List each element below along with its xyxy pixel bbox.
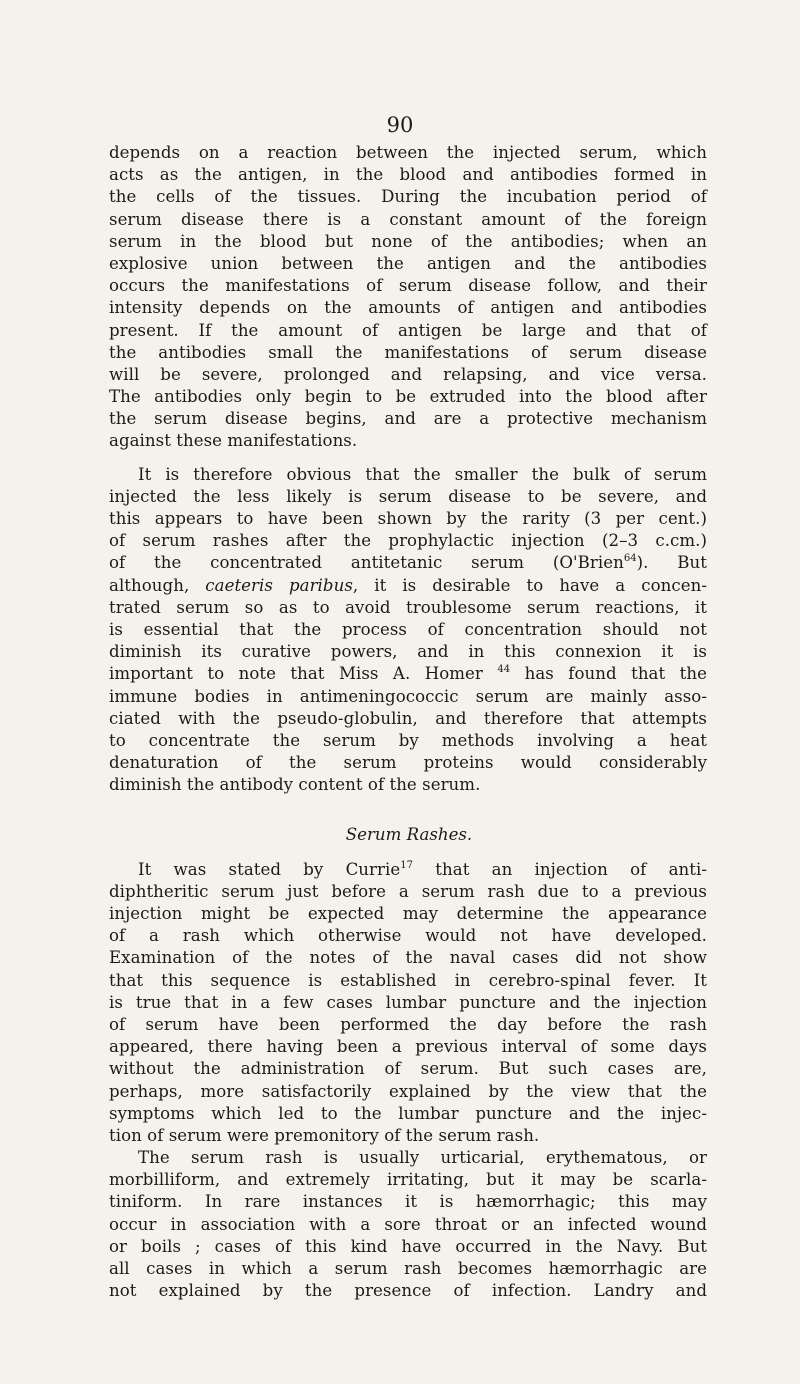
text-fragment: has found that the xyxy=(510,664,707,684)
text-line: diphtheritic serum just before a serum rash due to a previous xyxy=(109,881,707,901)
text-line: all cases in which a serum rash becomes hæmorrhagic are xyxy=(109,1259,707,1278)
text-line: or boils ; cases of this kind have occurred in the Navy. But xyxy=(109,1236,707,1256)
latin-phrase: caeteris paribus xyxy=(205,575,353,595)
text-fragment: ). But xyxy=(636,553,707,573)
text-line: trated serum so as to avoid troublesome serum reactions, it xyxy=(109,597,707,617)
text-line xyxy=(109,552,707,574)
text-line xyxy=(109,859,707,881)
text-line: this appears to have been shown by the rarity (3 per cent.) xyxy=(109,509,707,528)
page-number: 90 xyxy=(386,113,414,137)
text-line: It is therefore obvious that the smaller the bulk of serum xyxy=(138,464,707,484)
text-fragment: important to note that Miss A. Homer xyxy=(109,664,483,684)
text-line: intensity depends on the amounts of antigen and antibodies xyxy=(109,298,707,318)
text-line: denaturation of the serum proteins would considerably xyxy=(109,753,707,773)
text-line: the antibodies small the manifestations of serum disease xyxy=(109,342,707,362)
text-line: morbilliform, and extremely irritating, but it may be scarla- xyxy=(109,1170,707,1190)
text-line: acts as the antigen, in the blood and antibodies formed in xyxy=(109,165,707,185)
paragraph-2 xyxy=(109,464,707,797)
text-line: without the administration of serum. But such cases are, xyxy=(109,1059,707,1079)
text-line xyxy=(109,575,707,597)
text-line: serum in the blood but none of the antibodies; when an xyxy=(109,231,707,251)
text-fragment: It was stated by Currie xyxy=(138,859,401,879)
text-line: injection might be expected may determine the appearance xyxy=(109,904,707,923)
text-line: against these manifestations. xyxy=(109,431,358,451)
text-line: diminish the antibody content of the serum. xyxy=(109,775,481,795)
text-line: of a rash which otherwise would not have developed. xyxy=(109,926,707,946)
text-line: injected the less likely is serum disease to be severe, and xyxy=(109,486,707,506)
footnote-ref-currie: 17 xyxy=(400,859,414,871)
text-line: to concentrate the serum by methods involving a heat xyxy=(109,730,707,750)
paragraph-1 xyxy=(109,142,707,453)
text-line: The serum rash is usually urticarial, erythematous, or xyxy=(138,1148,707,1168)
text-line: tiniform. In rare instances it is hæmorrhagic; this may xyxy=(109,1192,707,1212)
paragraph-4 xyxy=(109,1147,707,1302)
text-line: occurs the manifestations of serum disease follow, and their xyxy=(109,276,707,296)
text-line: is true that in a few cases lumbar puncture and the injection xyxy=(109,992,707,1012)
text-line: explosive union between the antigen and the antibodies xyxy=(109,253,707,273)
text-fragment: of the concentrated antitetanic serum (O'Brien xyxy=(109,553,624,573)
text-line: immune bodies in antimeningococcic serum are mainly asso- xyxy=(109,686,707,706)
text-line: will be severe, prolonged and relapsing, and vice versa. xyxy=(109,364,707,384)
text-line: present. If the amount of antigen be large and that of xyxy=(109,320,707,340)
text-fragment: , it is desirable to have a concen- xyxy=(352,575,707,595)
text-line: that this sequence is established in cerebro-spinal fever. It xyxy=(109,970,707,990)
text-line: appeared, there having been a previous interval of some days xyxy=(109,1037,707,1057)
text-fragment: although, xyxy=(109,575,190,595)
paragraph-3 xyxy=(109,859,707,1147)
text-line: of serum rashes after the prophylactic injection (2–3 c.cm.) xyxy=(109,531,707,551)
text-line: tion of serum were premonitory of the serum rash. xyxy=(109,1125,540,1145)
text-line: symptoms which led to the lumbar puncture and the injec- xyxy=(109,1103,707,1123)
text-line xyxy=(109,663,707,685)
text-line: ciated with the pseudo-globulin, and therefore that attempts xyxy=(109,708,707,728)
text-fragment: that an injection of anti- xyxy=(413,859,707,879)
text-line: is essential that the process of concentration should not xyxy=(109,619,707,639)
text-line: The antibodies only begin to be extruded into the blood after xyxy=(109,387,707,407)
text-line: the cells of the tissues. During the incubation period of xyxy=(109,187,707,207)
footnote-ref-obrien: 64 xyxy=(623,553,637,565)
section-heading: Serum Rashes. xyxy=(345,825,473,845)
text-line: serum disease there is a constant amount of the foreign xyxy=(109,209,707,229)
text-line: perhaps, more satisfactorily explained by the view that the xyxy=(109,1081,707,1101)
text-line: not explained by the presence of infection. Landry and xyxy=(109,1281,707,1301)
text-line: the serum disease begins, and are a protective mechanism xyxy=(109,409,707,429)
footnote-ref-homer: 44 xyxy=(497,664,511,676)
text-line: of serum have been performed the day before the rash xyxy=(109,1014,707,1034)
text-line: Examination of the notes of the naval cases did not show xyxy=(109,948,707,968)
text-line: depends on a reaction between the injected serum, which xyxy=(109,143,707,162)
text-line: occur in association with a sore throat or an infected wound xyxy=(109,1214,707,1234)
text-line: diminish its curative powers, and in this connexion it is xyxy=(109,642,707,662)
body-text xyxy=(109,142,707,1302)
